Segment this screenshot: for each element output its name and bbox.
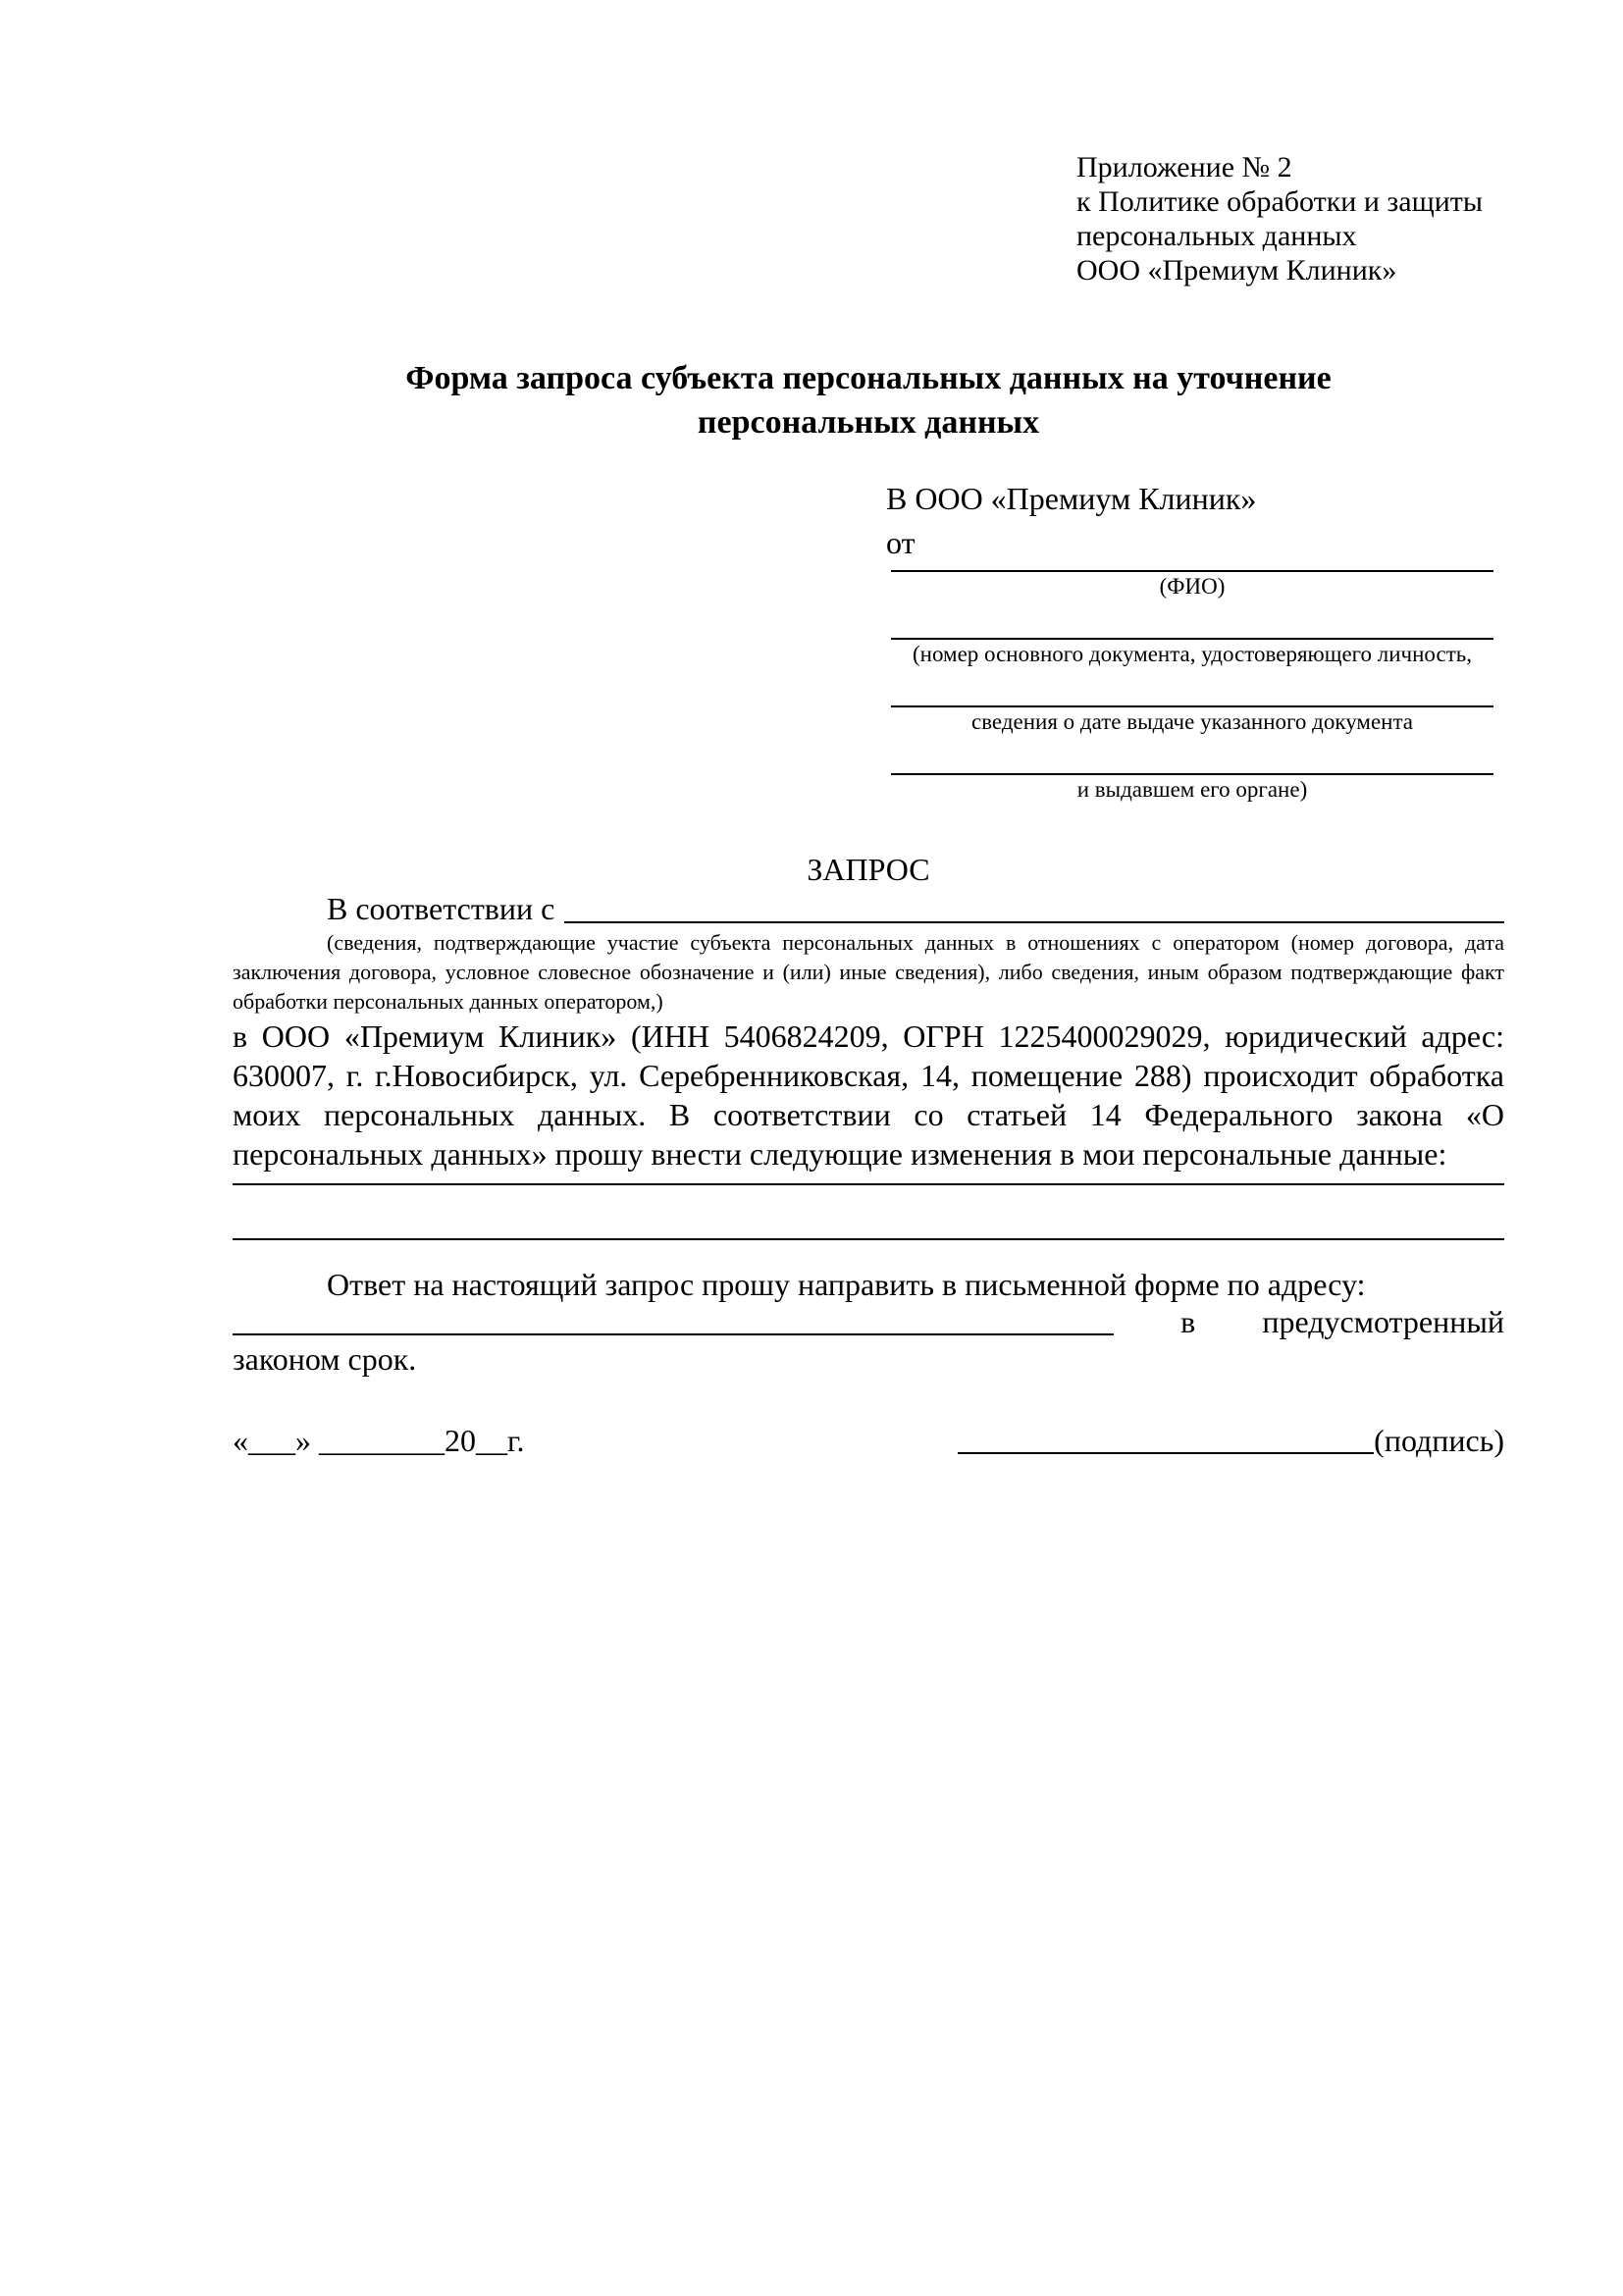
basis-row <box>233 889 1504 928</box>
basis-label: В соответствии с <box>327 891 555 926</box>
reply-paragraph: Ответ на настоящий запрос прошу направить в письменной форме по адресу: <box>327 1267 1366 1302</box>
identity-fields <box>891 565 1493 803</box>
issue-date-caption: сведения о дате выдаче указанного документа <box>970 709 1414 734</box>
addressee-to: В ООО «Премиум Клиник» <box>886 481 1257 516</box>
document-number-caption: (номер основного документа, удостоверяющего личность, <box>912 642 1472 666</box>
document-title-line-2: персональных данных <box>697 404 1040 441</box>
date-blank-text: «___» ________20__г. <box>233 1423 525 1458</box>
page-content <box>233 0 1504 1459</box>
appendix-line-2: к Политике обработки и защиты <box>1076 185 1484 218</box>
reply-address-row <box>233 1303 1504 1340</box>
signature-caption: (подпись) <box>1374 1423 1504 1458</box>
basis-footnote: (сведения, подтверждающие участие субъекта персональных данных в отношениях с оператором (номер договора, дата заключения договора, условное словесное обозначение и (или) иные сведения), либо сведения, иным образом подтверждающие факт обработки персональных данных оператором,) <box>233 930 1504 1014</box>
issuing-authority-caption: и выдавшем его органе) <box>1076 777 1308 802</box>
address-blank-line <box>233 1333 1114 1335</box>
document-title <box>233 356 1504 444</box>
request-body-paragraph: в ООО «Премиум Клиник» (ИНН 5406824209, ОГРН 1225400029029, юридический адрес: 630007, г. г.Новосибирск, ул. Серебренниковская, 14, помещение 288) происходит обработка моих персональных данных. В соответствии со статьей 14 Федерального закона «О персональных данных» прошу внести следующие изменения в мои персональные данные: <box>233 1018 1504 1172</box>
signature-group <box>958 1422 1504 1459</box>
reply-end-text: законом срок. <box>233 1341 417 1377</box>
document-title-line-1: Форма запроса субъекта персональных данных на уточнение <box>405 360 1332 396</box>
appendix-line-3: персональных данных <box>1076 220 1357 252</box>
addressee-block <box>886 477 1504 565</box>
changes-blank-line-2 <box>233 1238 1504 1240</box>
changes-blank-line-1 <box>233 1183 1504 1185</box>
fio-caption: (ФИО) <box>1159 574 1226 599</box>
reply-word-v: в <box>1180 1304 1196 1339</box>
reply-word-predusmotrenny: предусмотренный <box>1262 1304 1504 1339</box>
date-signature-row <box>233 1422 1504 1459</box>
addressee-from: от <box>886 525 916 560</box>
signature-blank-line <box>958 1452 1374 1454</box>
appendix-block <box>1076 150 1504 287</box>
appendix-line-1: Приложение № 2 <box>1076 151 1292 183</box>
request-heading: ЗАПРОС <box>807 852 930 887</box>
appendix-line-4: ООО «Премиум Клиник» <box>1076 254 1397 287</box>
basis-blank-line <box>564 889 1504 923</box>
